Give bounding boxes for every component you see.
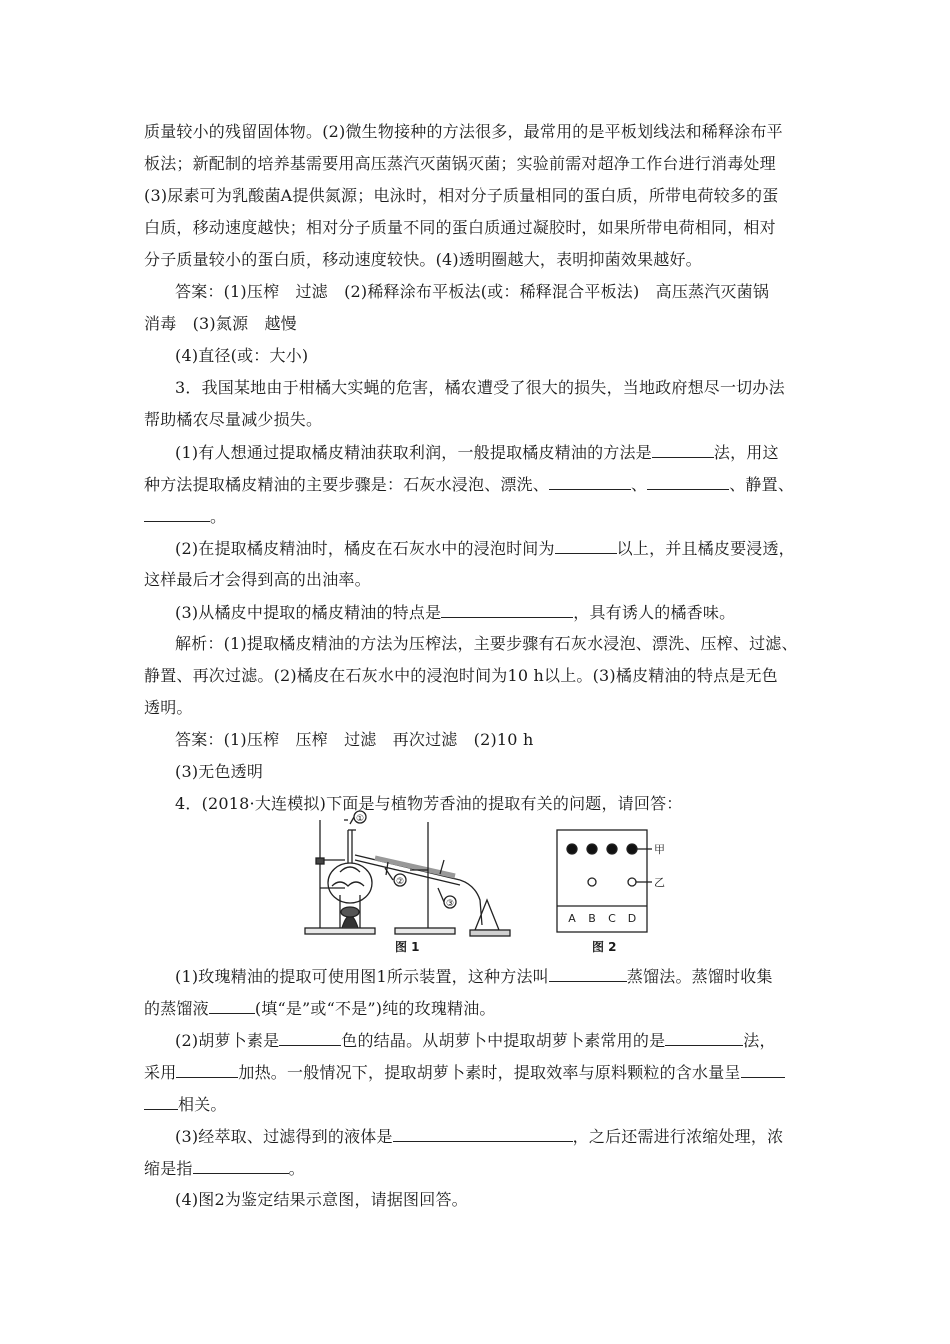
- question-4-1-cont: [144, 998, 496, 1019]
- text-segment: (2)胡萝卜素是: [175, 1031, 280, 1050]
- answer-blank[interactable]: [665, 1030, 743, 1046]
- text-segment: 。: [288, 1159, 305, 1178]
- text-segment: 法，: [743, 1031, 776, 1050]
- text-segment: 。: [210, 507, 227, 526]
- lane-label: C: [608, 912, 616, 925]
- answer-blank[interactable]: [441, 602, 573, 618]
- question-4-3: [175, 1126, 783, 1147]
- figure1-label: ①: [355, 814, 365, 824]
- answer-blank[interactable]: [144, 1094, 178, 1110]
- distillation-apparatus-figure: [300, 800, 670, 960]
- answer-line: 答案：(1)压榨 过滤 (2)稀释涂布平板法(或：稀释混合平板法) 高压蒸汽灭菌锅: [175, 282, 770, 301]
- answer-blank[interactable]: [741, 1062, 785, 1078]
- question-4-1: [175, 966, 773, 987]
- answer-blank[interactable]: [555, 538, 617, 554]
- text-segment: (3)从橘皮中提取的橘皮精油的特点是: [175, 603, 442, 622]
- answer-blank[interactable]: [647, 474, 729, 490]
- text-segment: 采用: [144, 1063, 177, 1082]
- answer-blank[interactable]: [549, 474, 631, 490]
- text-segment: 的蒸馏液: [144, 999, 209, 1018]
- question-3-3: [175, 602, 735, 623]
- lane-label: D: [627, 912, 637, 925]
- text-line: (3)尿素可为乳酸菌A提供氮源；电泳时，相对分子质量相同的蛋白质，所带电荷较多的蛋: [144, 186, 779, 205]
- text-segment: 蒸馏法。蒸馏时收集: [626, 967, 773, 986]
- text-line: 白质，移动速度越快；相对分子质量不同的蛋白质通过凝胶时，如果所带电荷相同，相对: [144, 218, 776, 237]
- question-4-2: [175, 1030, 776, 1051]
- answer-line: 答案：(1)压榨 压榨 过滤 再次过滤 (2)10 h: [175, 730, 534, 749]
- text-segment: 加热。一般情况下，提取胡萝卜素时，提取效率与原料颗粒的含水量呈: [238, 1063, 741, 1082]
- question-4-3-cont: [144, 1158, 305, 1179]
- answer-blank[interactable]: [144, 506, 210, 522]
- text-segment: (3)经萃取、过滤得到的液体是: [175, 1127, 393, 1146]
- analysis-line: 解析：(1)提取橘皮精油的方法为压榨法，主要步骤有石灰水浸泡、漂洗、压榨、过滤、: [175, 634, 798, 653]
- text-line: 静置、再次过滤。(2)橘皮在石灰水中的浸泡时间为10 h以上。(3)橘皮精油的特点是无色: [144, 666, 778, 685]
- text-segment: 相关。: [178, 1095, 227, 1114]
- text-segment: (填“是”或“不是”)纯的玫瑰精油。: [254, 999, 496, 1018]
- spot-label-jia: 甲: [654, 843, 665, 856]
- text-segment: 色的结晶。从胡萝卜中提取胡萝卜素常用的是: [341, 1031, 666, 1050]
- text-segment: (2)在提取橘皮精油时，橘皮在石灰水中的浸泡时间为: [175, 539, 555, 558]
- question-3-1-cont: [144, 506, 226, 527]
- answer-blank[interactable]: [193, 1158, 289, 1174]
- text-line: 帮助橘农尽量减少损失。: [144, 410, 323, 429]
- answer-blank[interactable]: [393, 1126, 573, 1142]
- answer-blank[interactable]: [652, 442, 714, 458]
- figures-area: [300, 800, 670, 960]
- answer-blank[interactable]: [279, 1030, 341, 1046]
- text-segment: ，之后还需进行浓缩处理，浓: [572, 1127, 784, 1146]
- question-3-2: [175, 538, 795, 559]
- text-line: 分子质量较小的蛋白质，移动速度较快。(4)透明圈越大，表明抑菌效果越好。: [144, 250, 702, 269]
- text-line: 这样最后才会得到高的出油率。: [144, 570, 371, 589]
- text-segment: 种方法提取橘皮精油的主要步骤是：石灰水浸泡、漂洗、: [144, 475, 550, 494]
- text-line: 透明。: [144, 698, 193, 717]
- text-segment: 以上，并且橘皮要浸透，: [616, 539, 795, 558]
- text-segment: 法，用这: [713, 443, 779, 462]
- question-4-2-cont: [144, 1094, 227, 1115]
- figure1-label: ②: [395, 877, 405, 887]
- question-4-stem: 4．(2018·大连模拟)下面是与植物芳香油的提取有关的问题，请回答：: [175, 794, 683, 813]
- text-segment: ，具有诱人的橘香味。: [573, 603, 736, 622]
- text-segment: 、静置、: [729, 475, 795, 494]
- question-3-1: [175, 442, 779, 463]
- spot-label-yi: 乙: [654, 876, 665, 889]
- question-3-1-cont: [144, 474, 794, 495]
- question-4-2-cont: [144, 1062, 785, 1083]
- answer-blank[interactable]: [176, 1062, 238, 1078]
- text-line: 消毒 (3)氮源 越慢: [144, 314, 297, 333]
- text-segment: 缩是指: [144, 1159, 193, 1178]
- text-line: 质量较小的残留固体物。(2)微生物接种的方法很多，最常用的是平板划线法和稀释涂布平: [144, 122, 783, 141]
- figure1-caption: 图 1: [395, 940, 420, 954]
- text-segment: (1)玫瑰精油的提取可使用图1所示装置，这种方法叫: [175, 967, 549, 986]
- text-segment: 、: [631, 475, 648, 494]
- lane-label: B: [588, 912, 596, 925]
- text-line: (4)直径(或：大小): [175, 346, 309, 365]
- figure1-label: ③: [445, 899, 455, 909]
- text-line: 板法；新配制的培养基需要用高压蒸汽灭菌锅灭菌；实验前需对超净工作台进行消毒处理: [144, 154, 776, 173]
- question-4-4: (4)图2为鉴定结果示意图，请据图回答。: [175, 1190, 468, 1209]
- answer-blank[interactable]: [549, 966, 627, 982]
- answer-blank[interactable]: [209, 998, 255, 1014]
- lane-label: A: [568, 912, 576, 925]
- text-line: (3)无色透明: [175, 762, 264, 781]
- text-segment: (1)有人想通过提取橘皮精油获取利润，一般提取橘皮精油的方法是: [175, 443, 652, 462]
- question-3-stem: 3．我国某地由于柑橘大实蝇的危害，橘农遭受了很大的损失，当地政府想尽一切办法: [175, 378, 785, 397]
- figure2-caption: 图 2: [592, 940, 617, 954]
